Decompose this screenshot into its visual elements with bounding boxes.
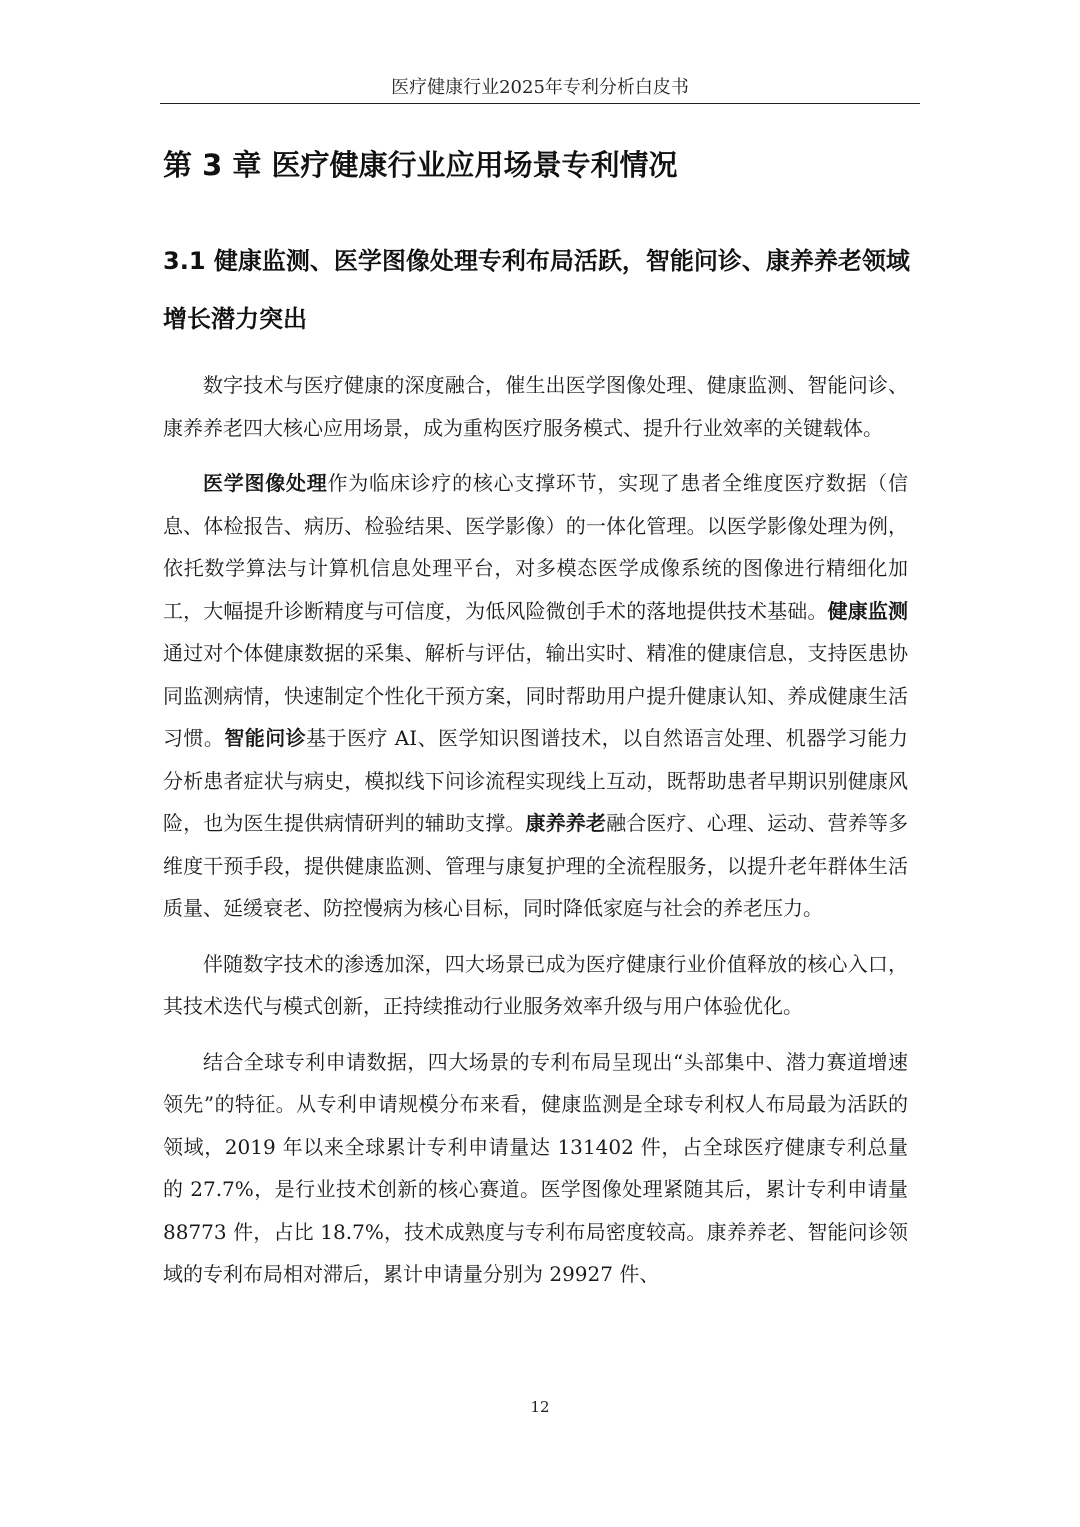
term-health-monitoring: 健康监测 — [827, 598, 909, 623]
text-health-monitoring: 通过对个体健康数据的采集、解析与评估，输出实时、精准的健康信息，支持医患协同监测病情，快速制定个性化干预方案，同时帮助用户提升健康认知、养成健康生活习惯。 — [163, 641, 908, 750]
text-elderly-care: 融合医疗、心理、运动、营养等多维度干预手段，提供健康监测、管理与康复护理的全流程服务，以提升老年群体生活质量、延缓衰老、防控慢病为核心目标，同时降低家庭与社会的养老压力。 — [163, 811, 909, 920]
header-title: 医疗健康行业2025年专利分析白皮书 — [391, 77, 689, 98]
paragraph-summary: 伴随数字技术的渗透加深，四大场景已成为医疗健康行业价值释放的核心入口，其技术迭代与模式创新，正持续推动行业服务效率升级与用户体验优化。 — [163, 951, 908, 1018]
chapter-title: 第 3 章 医疗健康行业应用场景专利情况 — [163, 148, 678, 182]
paragraph-scenarios — [163, 462, 908, 930]
paragraph-intro: 数字技术与医疗健康的深度融合，催生出医学图像处理、健康监测、智能问诊、康养养老四大核心应用场景，成为重构医疗服务模式、提升行业效率的关键载体。 — [163, 373, 908, 440]
text-medical-image: 作为临床诊疗的核心支撑环节，实现了患者全维度医疗数据（信息、体检报告、病历、检验结果、医学影像）的一体化管理。以医学影像处理为例，依托数学算法与计算机信息处理平台，对多模态医学成像系统的图像进行精细化加工，大幅提升诊断精度与可信度，为低风险微创手术的落地提供技术基础。 — [163, 471, 909, 623]
page-number: 12 — [530, 1398, 550, 1416]
page-header — [160, 72, 920, 104]
term-elderly-care: 康养养老 — [525, 811, 607, 835]
text-smart-consultation: 基于医疗 AI、医学知识图谱技术，以自然语言处理、机器学习能力分析患者症状与病史，模拟线下问诊流程实现线上互动，既帮助患者早期识别健康风险，也为医生提供病情研判的辅助支撑。 — [163, 726, 909, 835]
term-medical-image: 医学图像处理 — [203, 471, 328, 495]
paragraph-patent-data: 结合全球专利申请数据，四大场景的专利布局呈现出“头部集中、潜力赛道增速领先”的特征。从专利申请规模分布来看，健康监测是全球专利权人布局最为活跃的领域，2019 年以来全球累计专利申请量达 131402 件，占全球医疗健康专利总量的 27.7%，是行业技术创新的核心赛道。医学图像处理紧随其后，累计专利申请量 88773 件，占比 18.7%，技术成熟度与专利布局密度较高。康养养老、智能问诊领域的专利布局相对滞后，累计申请量分别为 29927 件、 — [163, 1049, 908, 1286]
section-title: 3.1 健康监测、医学图像处理专利布局活跃，智能问诊、康养养老领域增长潜力突出 — [163, 247, 910, 333]
term-smart-consultation: 智能问诊 — [224, 726, 307, 750]
body-text — [163, 364, 908, 1296]
